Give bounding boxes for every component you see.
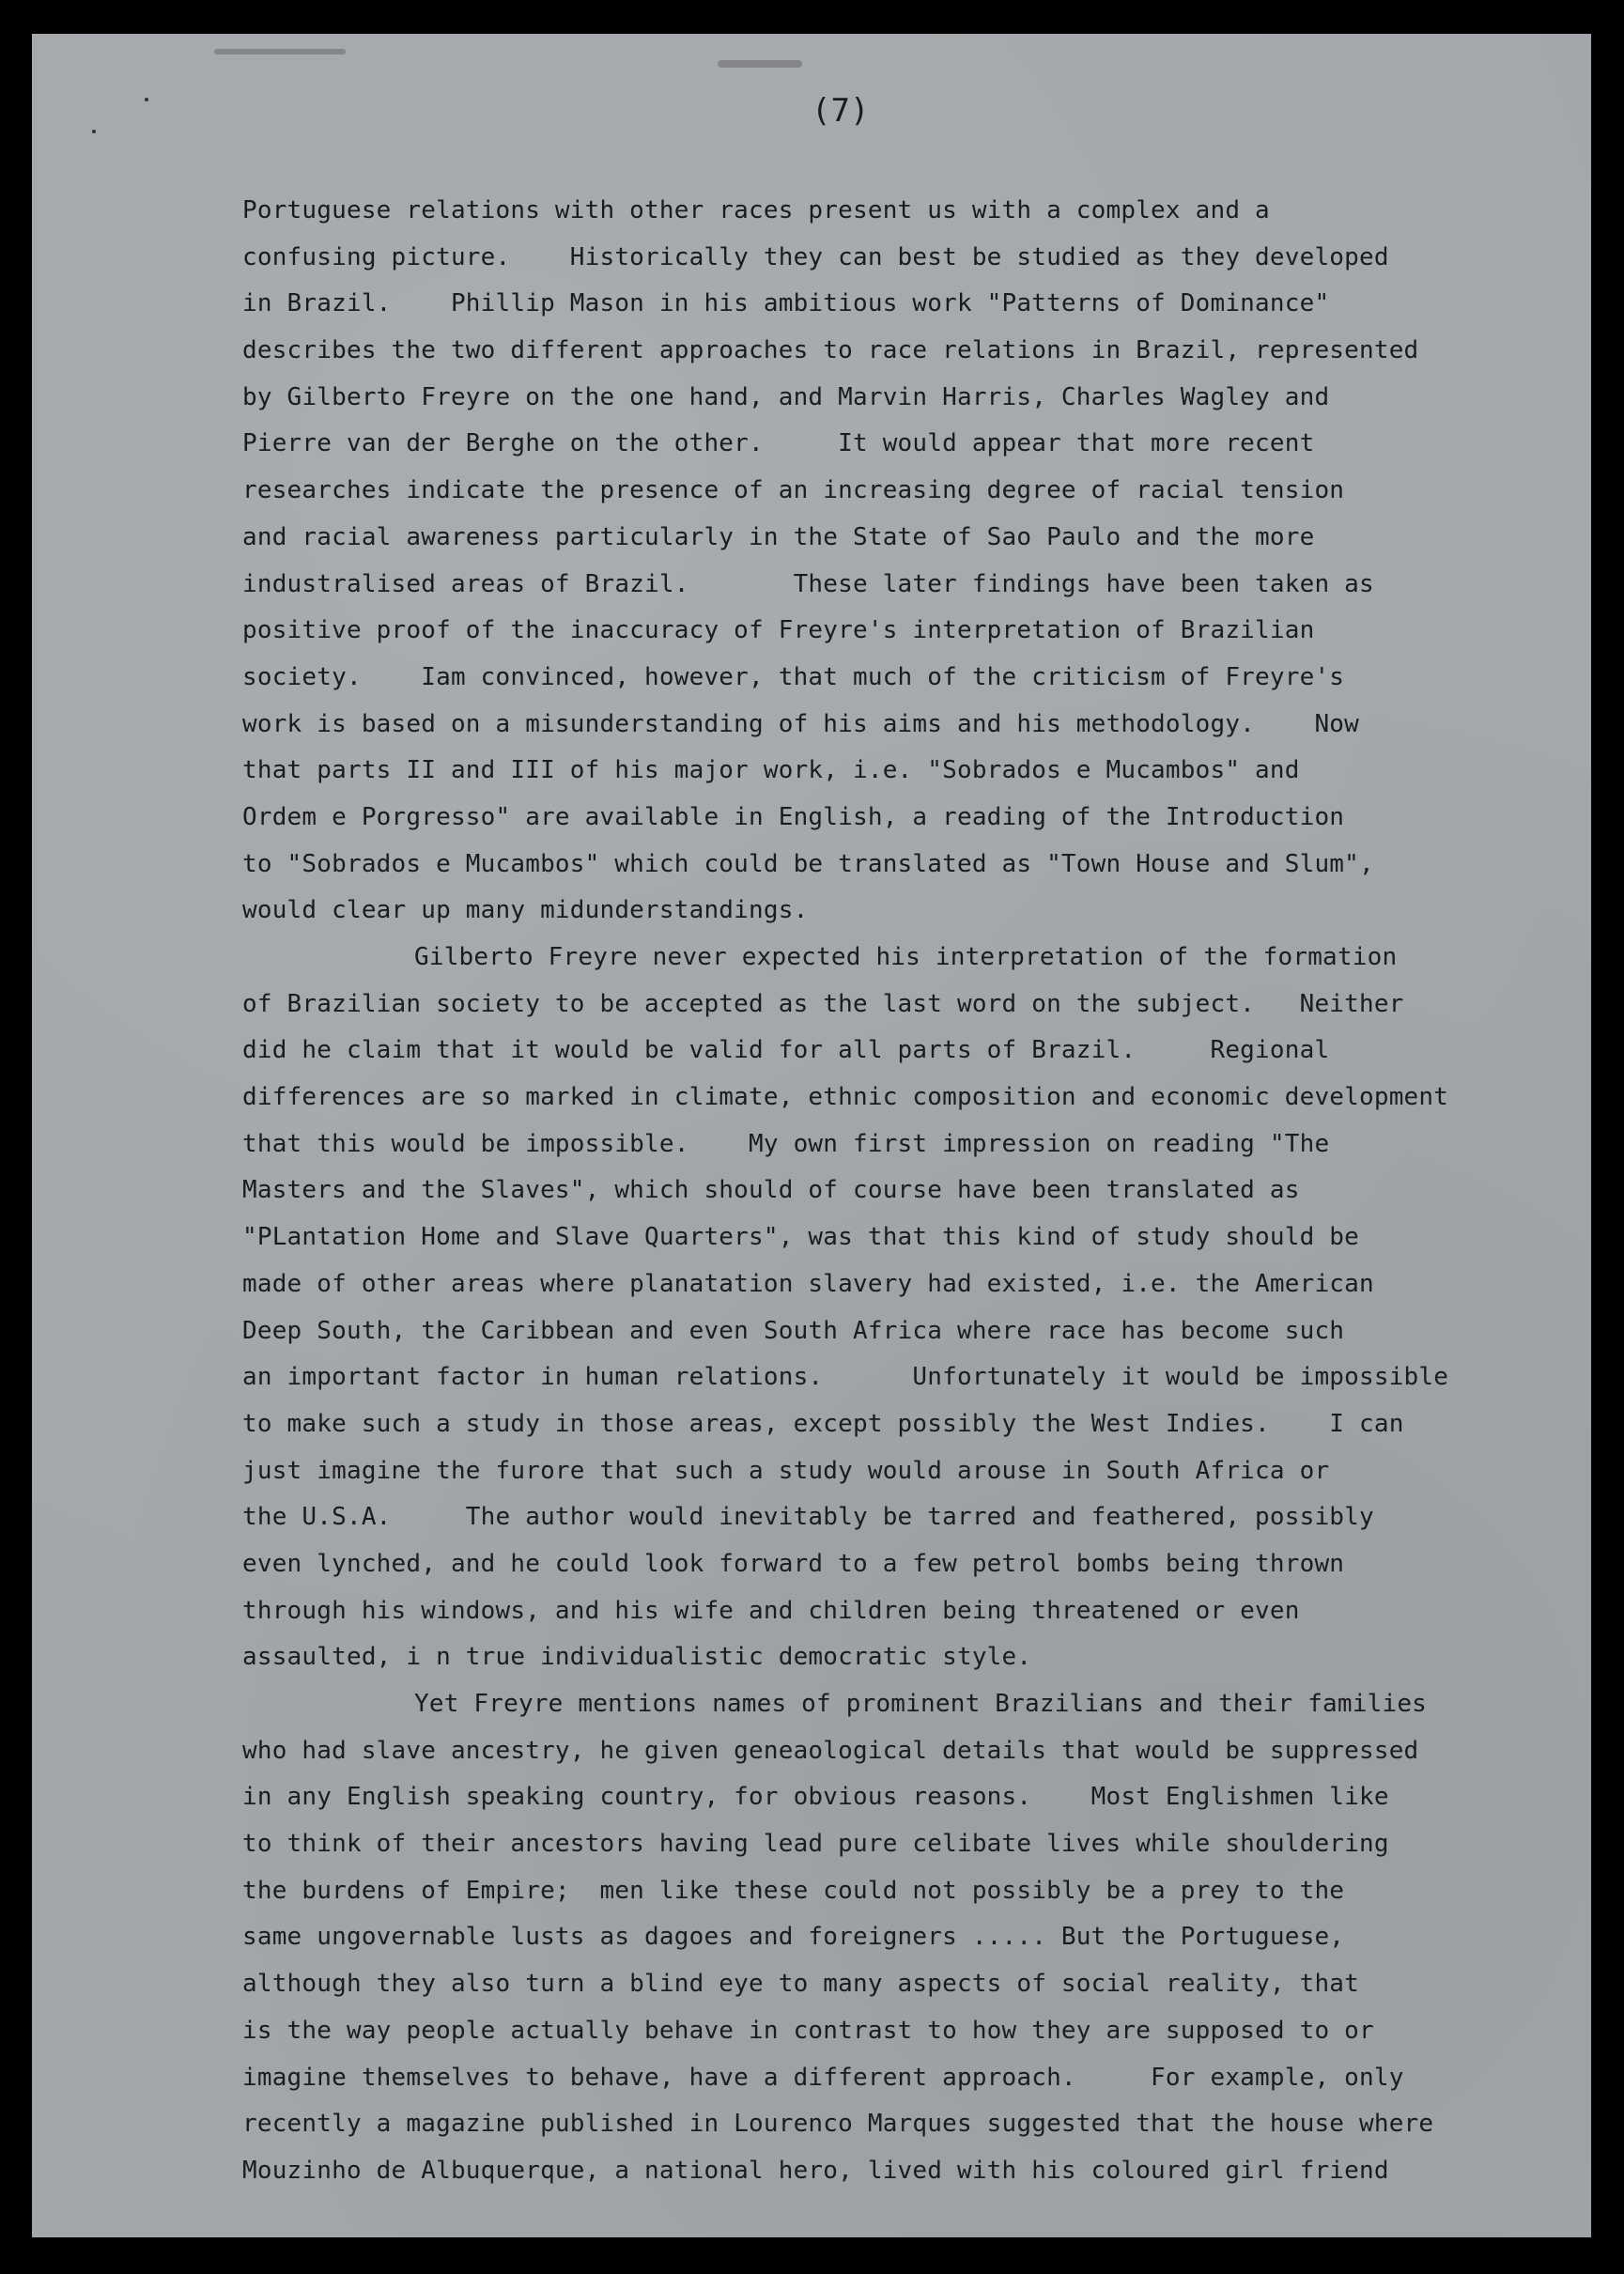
text-line: in Brazil. Phillip Mason in his ambitious work "Patterns of Dominance" [242,289,1330,318]
text-line: positive proof of the inaccuracy of Freyre's interpretation of Brazilian [242,616,1315,645]
text-line: through his windows, and his wife and children being threatened or even [242,1596,1300,1625]
text-line: assaulted, i n true individualistic democratic style. [242,1643,1032,1672]
text-line: society. Iam convinced, however, that much of the criticism of Freyre's [242,662,1345,691]
text-line: work is based on a misunderstanding of his aims and his methodology. Now [242,709,1359,738]
text-line-indented: Yet Freyre mentions names of prominent Brazilians and their families [414,1690,1428,1718]
text-line: differences are so marked in climate, ethnic composition and economic development [242,1083,1449,1112]
text-line: just imagine the furore that such a study would arouse in South Africa or [242,1456,1330,1485]
text-line: the burdens of Empire; men like these could not possibly be a prey to the [242,1876,1345,1905]
paragraph-3 [242,1681,1557,2195]
text-line: recently a magazine published in Lourenco Marques suggested that the house where [242,2110,1434,2139]
text-line: is the way people actually behave in contrast to how they are supposed to or [242,2016,1374,2045]
text-line: "PLantation Home and Slave Quarters", was that this kind of study should be [242,1223,1359,1252]
text-line: did he claim that it would be valid for all parts of Brazil. Regional [242,1036,1330,1065]
paragraph-2 [242,935,1557,1681]
text-line: to make such a study in those areas, except possibly the West Indies. I can [242,1409,1404,1438]
ink-mark-left [145,98,148,101]
text-line: by Gilberto Freyre on the one hand, and Marvin Harris, Charles Wagley and [242,382,1330,411]
text-line: Deep South, the Caribbean and even South Africa where race has become such [242,1316,1345,1345]
text-line: to "Sobrados e Mucambos" which could be translated as "Town House and Slum", [242,849,1374,878]
text-line: even lynched, and he could look forward to a few petrol bombs being thrown [242,1549,1345,1578]
text-line: although they also turn a blind eye to many aspects of social reality, that [242,1970,1359,1999]
typed-body-text [242,188,1557,2195]
text-line: industralised areas of Brazil. These later findings have been taken as [242,569,1374,598]
document-page [32,34,1591,2237]
text-line: same ungovernable lusts as dagoes and foreigners ..... But the Portuguese, [242,1923,1345,1952]
text-line: that parts II and III of his major work, i.e. "Sobrados e Mucambos" and [242,756,1300,785]
text-line: researches indicate the presence of an increasing degree of racial tension [242,476,1345,505]
text-line: Masters and the Slaves", which should of course have been translated as [242,1176,1300,1205]
ink-smudge-center [718,60,802,68]
text-line: imagine themselves to behave, have a different approach. For example, only [242,2063,1404,2092]
text-line: an important factor in human relations. Unfortunately it would be impossible [242,1363,1449,1392]
text-line: made of other areas where planatation slavery had existed, i.e. the American [242,1269,1374,1298]
ink-mark-left-2 [92,130,96,133]
text-line: in any English speaking country, for obvious reasons. Most Englishmen like [242,1783,1389,1812]
text-line: describes the two different approaches to race relations in Brazil, represented [242,336,1419,365]
page-number: (7) [812,92,870,130]
ink-smudge-top [214,49,346,54]
text-line: that this would be impossible. My own first impression on reading "The [242,1129,1330,1158]
text-line: would clear up many midunderstandings. [242,896,809,925]
text-line: Mouzinho de Albuquerque, a national hero, lived with his coloured girl friend [242,2156,1389,2185]
text-line: who had slave ancestry, he given geneaological details that would be suppressed [242,1736,1419,1765]
text-line: Portuguese relations with other races present us with a complex and a [242,196,1270,224]
text-line: the U.S.A. The author would inevitably be tarred and feathered, possibly [242,1503,1374,1532]
text-line: confusing picture. Historically they can best be studied as they developed [242,242,1389,271]
paragraph-1 [242,188,1557,935]
text-line: Ordem e Porgresso" are available in English, a reading of the Introduction [242,802,1345,831]
text-line: Pierre van der Berghe on the other. It would appear that more recent [242,429,1315,458]
text-line: to think of their ancestors having lead pure celibate lives while shouldering [242,1830,1389,1859]
text-line: of Brazilian society to be accepted as the last word on the subject. Neither [242,989,1404,1018]
text-line-indented: Gilberto Freyre never expected his interpretation of the formation [414,943,1398,971]
text-line: and racial awareness particularly in the State of Sao Paulo and the more [242,522,1315,551]
